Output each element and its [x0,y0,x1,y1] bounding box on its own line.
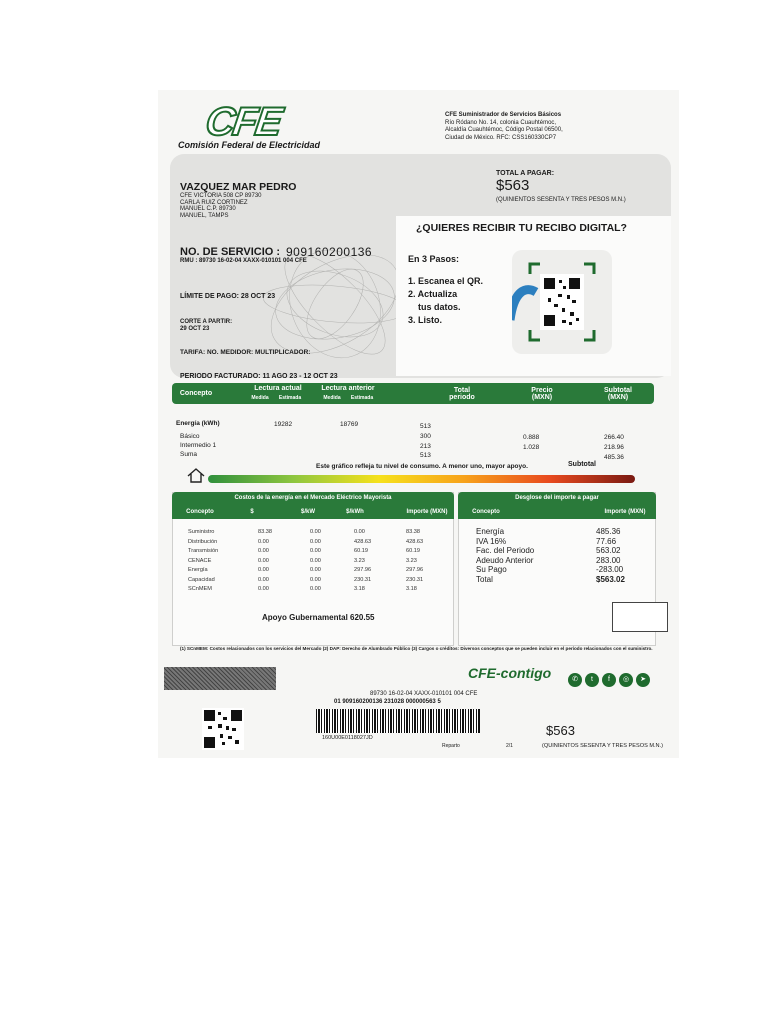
qr-code-icon [512,250,612,354]
chat-icon[interactable]: ✆ [568,673,582,687]
stub-words: (QUINIENTOS SESENTA Y TRES PESOS M.N.) [542,743,664,749]
energy-label: Energía (kWh) [176,420,220,427]
consumption-gauge [208,475,635,483]
client-name: VAZQUEZ MAR PEDRO [180,181,297,193]
lectura-anterior: 18769 [340,421,359,428]
gray-barcode-strip [164,667,276,690]
tariff-line: TARIFA: NO. MEDIDOR: MULTIPLICADOR: [180,349,311,356]
client-address: CFE VICTORIA 508 CP 89730 CARLA RUIZ CORTINEZ MANUEL C.P. 89730 MANUEL, TAMPS [180,193,262,219]
payment-limit: LÍMITE DE PAGO: 28 OCT 23 [180,293,276,300]
instagram-icon[interactable]: ◎ [619,673,633,687]
apoyo-gubernamental: Apoyo Gubernamental 620.55 [262,613,375,622]
total-words: (QUINIENTOS SESENTA Y TRES PESOS M.N.) [496,197,626,203]
subtotal-label: Subtotal [568,461,596,468]
consumption-header: Concepto Lectura actual Lectura anterior Total periodo Precio (MXN) Subtotal (MXN) Medida Estimada Medida Estimada [172,383,654,404]
small-qr-code-icon [202,708,244,750]
house-icon [186,466,206,484]
telegram-icon[interactable]: ➤ [636,673,650,687]
service-number: 909160200136 [286,245,373,259]
market-header: Costos de la energía en el Mercado Eléctrico Mayorista Concepto $ $/kW $/kWh Importe (MXN) [172,492,454,519]
service-label: NO. DE SERVICIO : [180,246,281,258]
payment-barcode [316,709,480,733]
receipt-page: CFE Comisión Federal de Electricidad CFE Suministrador de Servicios Básicos Río Ródano No. 14, colonia Cuauhtémoc, Alcaldía Cuauhtémoc, Código Postal 06500, Ciudad de México. RFC: CSS160330CP7 VAZQUEZ MAR PEDRO CFE VICTORIA 508 CP 89730 CARLA RUIZ CORTINEZ MANUEL C.P. 89730 MANUEL, TAMPS TOTAL A PAGAR: $563 (QUINIENTOS SESENTA Y TRES PESOS M.N.) NO. DE SERVICIO : 909160200136 RMU : 89730 16-02-04 XAXX-010101 004 CFE LÍMITE DE PAGO: 28 OCT 23 CORTE A PARTIR: 29 OCT 23 TARIFA: NO. MEDIDOR: MULTIPLICADOR: PERIODO FACTURADO: 11 AGO 23 - 12 OCT 23 ¿QUIERES RECIBIR TU RECIBO DIGITAL? En 3 Pasos: 1. Escanea el QR. 2. Actualiza tus datos. 3. Listo. Concepto Lectura actual Lectura anterior Total periodo Precio (MXN) Subtotal (MXN) Medida Estimada Medida Estimada Energía (kWh) 19282 18769 513 Básico 300 0.888 266.40 Intermedio 1 213 1.028 218.96 Suma 513 485.36 Este gráfico refleja tu nivel de consumo. A menor uno, mayor apoyo. Subtotal Costos de la energía en el Mercado Eléctrico Mayorista Concepto $ $/kW $/kWh Importe (MXN) Apoyo Gubernamental 620.55 Desglose del importe a pagar Concepto Importe (MXN) (1) SCnMEM: Costos relacionados con los servicios del Mercado (2) DAP: Derecho de Alumbrado Público (3) Cargos o créditos: Diversos conceptos que se pueden incluir en el período relacionados con el suministro. CFE-contigo ✆ t f ◎ ➤ 89730 16-02-04 XAXX-010101 004 CFE 01 909160200136 231028 000000563 5 160U00E0118027JD Reparto 2/1 $563 (QUINIENTOS SESENTA Y TRES PESOS M.N.) Suministro 83.38 0.00 0.00 83.38 Distribución 0.00 0.00 428.63 428.63 Transmisión 0.00 0.00 60.19 60.19 CENACE 0.00 0.00 3.23 3.23 Energía 0.00 0.00 297.96 297.96 Capacidad 0.00 0.00 230.31 230.31 SCnMEM 0.00 0.00 3.18 3.18 Energía 485.36 IVA 16% 77.66 Fac. del Periodo 563.02 Adeudo Anterior 283.00 Su Pago -283.00 Total $563.02 [158,90,679,758]
reparto-label: Reparto [442,743,460,749]
stamp-box [612,602,668,632]
digital-steps: En 3 Pasos: 1. Escanea el QR. 2. Actualiza tus datos. 3. Listo. [408,254,484,325]
cfe-logo: CFE [202,100,284,144]
total-periodo: 513 [420,423,431,430]
cfe-contigo-logo: CFE-contigo [468,665,552,681]
total-label: TOTAL A PAGAR: [496,170,555,177]
barcode-line2: 01 909160200136 231028 000000563 5 [334,699,441,705]
footnote: (1) SCnMEM: Costos relacionados con los servicios del Mercado (2) DAP: Derecho de Alumbrado Público (3) Cargos o créditos: Diversos conceptos que se pueden incluir en el período relacionados con el suministro. [180,646,653,651]
supplier-info: CFE Suministrador de Servicios Básicos Río Ródano No. 14, colonia Cuauhtémoc, Alcaldía Cuauhtémoc, Código Postal 06500, Ciudad de México. RFC: CSS160330CP7 [445,112,563,141]
total-amount: $563 [496,177,530,194]
breakdown-header: Desglose del importe a pagar Concepto Importe (MXN) [458,492,656,519]
barcode-line1: 89730 16-02-04 XAXX-010101 004 CFE [370,691,478,697]
cutoff-date: CORTE A PARTIR: 29 OCT 23 [180,319,233,332]
stub-amount: $563 [546,723,575,738]
rmu-code: RMU : 89730 16-02-04 XAXX-010101 004 CFE [180,258,307,264]
qr-card[interactable] [512,250,612,354]
logo-subtitle: Comisión Federal de Electricidad [178,140,321,150]
billing-period: PERIODO FACTURADO: 11 AGO 23 - 12 OCT 23 [180,373,338,380]
facebook-icon[interactable]: f [602,673,616,687]
barcode-under: 160U00E0118027JD [322,735,373,741]
lectura-actual: 19282 [274,421,293,428]
digital-title: ¿QUIERES RECIBIR TU RECIBO DIGITAL? [416,222,627,234]
social-icons [568,668,653,687]
page-number: 2/1 [506,743,513,749]
gauge-caption: Este gráfico refleja tu nivel de consumo. A menor uno, mayor apoyo. [316,463,528,470]
twitter-icon[interactable]: t [585,673,599,687]
